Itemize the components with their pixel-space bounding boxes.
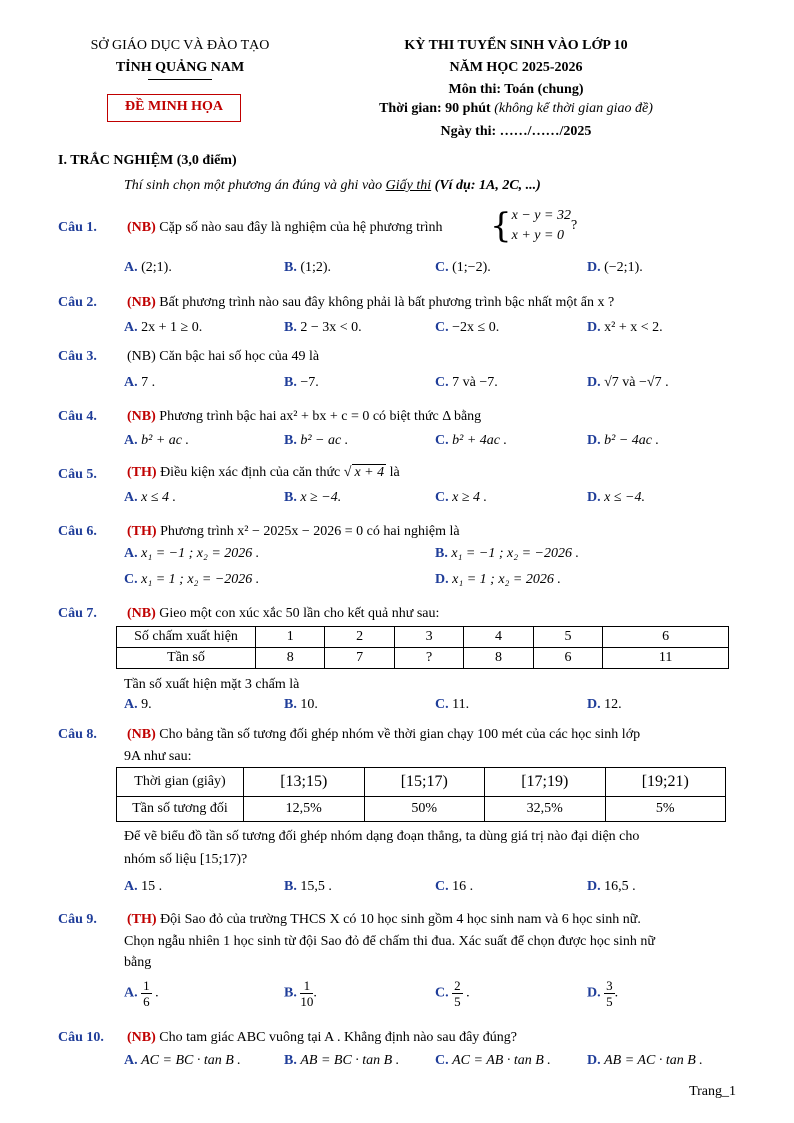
page-number: Trang_1	[689, 1084, 736, 1099]
q7-frequency-table	[116, 626, 729, 669]
q8-option-b[interactable]: B. 15,5 .	[284, 879, 332, 894]
q8-header-cell: Thời gian (giây)	[117, 768, 244, 797]
q7-option-d[interactable]: D. 12.	[587, 697, 622, 712]
q8-text-cont: 9A như sau:	[124, 749, 192, 764]
q8-data-cell: 12,5%	[244, 797, 365, 822]
q7-option-c[interactable]: C. 11.	[435, 697, 470, 712]
q4-option-d[interactable]: D. b² − 4ac .	[587, 433, 659, 448]
q8-option-a[interactable]: A. 15 .	[124, 879, 163, 894]
q7-option-b[interactable]: B. 10.	[284, 697, 318, 712]
q4-number: Câu 4.	[58, 409, 97, 424]
q4-option-c[interactable]: C. b² + 4ac .	[435, 433, 507, 448]
q7-text: (NB) Gieo một con xúc xắc 50 lần cho kết quả như sau:	[127, 606, 440, 621]
q3-option-d[interactable]: D. √7 và −√7 .	[587, 375, 669, 390]
q5-option-d[interactable]: D. x ≤ −4.	[587, 490, 645, 505]
q5-number: Câu 5.	[58, 467, 97, 482]
q7-data-cell: 8	[464, 648, 533, 669]
q5-option-c[interactable]: C. x ≥ 4 .	[435, 490, 488, 505]
q2-text: (NB) Bất phương trình nào sau đây không phải là bất phương trình bậc nhất một ẩn x ?	[127, 295, 615, 310]
q1-option-b[interactable]: B. (1;2).	[284, 260, 332, 275]
q7-data-cell: Tần số	[117, 648, 256, 669]
q7-number: Câu 7.	[58, 606, 97, 621]
q10-option-c[interactable]: C. AC = AB · tan B .	[435, 1053, 551, 1068]
q7-header-cell: 6	[603, 627, 729, 648]
q1-option-a[interactable]: A. (2;1).	[124, 260, 172, 275]
q1-eq1: x − y = 32	[511, 208, 571, 223]
q2-option-c[interactable]: C. −2x ≤ 0.	[435, 320, 500, 335]
q7-data-cell: ?	[394, 648, 463, 669]
q2-number: Câu 2.	[58, 295, 97, 310]
time-label: Thời gian: 90 phút	[379, 101, 491, 116]
q7-header-cell: 5	[533, 627, 602, 648]
q1-number: Câu 1.	[58, 220, 97, 235]
q8-text: (NB) Cho bảng tần số tương đối ghép nhóm về thời gian chạy 100 mét của các học sinh lớp	[127, 727, 641, 742]
q7-header-cell: 4	[464, 627, 533, 648]
q10-text: (NB) Cho tam giác ABC vuông tại A . Khẳng định nào sau đây đúng?	[127, 1030, 518, 1045]
q8-question: Để vẽ biểu đồ tần số tương đối ghép nhóm dạng đoạn thẳng, ta dùng giá trị nào đại diện cho	[124, 829, 640, 844]
q3-option-c[interactable]: C. 7 và −7.	[435, 375, 498, 390]
q9-text: (TH) Đội Sao đỏ của trường THCS X có 10 học sinh gồm 4 học sinh nam và 6 học sinh nữ.	[127, 912, 641, 927]
q10-option-a[interactable]: A. AC = BC · tan B .	[124, 1053, 241, 1068]
q7-data-cell: 11	[603, 648, 729, 669]
q8-header-cell: [13;15)	[244, 768, 365, 797]
q2-option-a[interactable]: A. 2x + 1 ≥ 0.	[124, 320, 203, 335]
instruction-text: Thí sinh chọn một phương án đúng và ghi vào	[124, 178, 386, 193]
q6-option-c[interactable]: C. x₁ = 1 ; x₂ = −2026 .	[124, 572, 260, 587]
q1-text	[127, 220, 443, 236]
q7-header-cell: 3	[394, 627, 463, 648]
draft-badge: ĐỀ MINH HỌA	[125, 99, 223, 114]
q10-option-b[interactable]: B. AB = BC · tan B .	[284, 1053, 400, 1068]
q8-header-cell: [19;21)	[605, 768, 726, 797]
q1-option-d[interactable]: D. (−2;1).	[587, 260, 643, 275]
q1-option-c[interactable]: C. (1;−2).	[435, 260, 491, 275]
q3-text: (NB) Căn bậc hai số học của 49 là	[127, 349, 320, 364]
q9-number: Câu 9.	[58, 912, 97, 927]
province-name: TỈNH QUẢNG NAM	[115, 60, 245, 75]
q2-option-d[interactable]: D. x² + x < 2.	[587, 320, 663, 335]
q5-radicand: x + 4	[354, 465, 385, 480]
instruction-example: (Ví dụ: 1A, 2C, ...)	[431, 178, 541, 193]
q3-option-a[interactable]: A. 7 .	[124, 375, 156, 390]
q5-option-b[interactable]: B. x ≥ −4.	[284, 490, 342, 505]
q8-option-c[interactable]: C. 16 .	[435, 879, 474, 894]
q6-text: (TH) Phương trình x² − 2025x − 2026 = 0 có hai nghiệm là	[127, 524, 460, 539]
q7-header-cell: Số chấm xuất hiện	[117, 627, 256, 648]
q1-stem: Cặp số nào sau đây là nghiệm của hệ phương trình	[159, 220, 443, 235]
q9-option-a[interactable]: A. $\frac{1}{6}$ .	[124, 978, 159, 1009]
q8-data-cell: 50%	[364, 797, 485, 822]
time-note: (không kể thời gian giao đề)	[494, 101, 653, 116]
section-instruction	[124, 178, 541, 194]
q4-text: (NB) Phương trình bậc hai ax² + bx + c = 0 có biệt thức Δ bằng	[127, 409, 482, 424]
q8-number: Câu 8.	[58, 727, 97, 742]
school-year: NĂM HỌC 2025-2026	[449, 60, 583, 75]
q7-header-cell: 2	[325, 627, 394, 648]
q3-number: Câu 3.	[58, 349, 97, 364]
q1-level: (NB)	[127, 220, 156, 235]
q8-data-cell: Tần số tương đối	[117, 797, 244, 822]
q6-option-b[interactable]: B. x₁ = −1 ; x₂ = −2026 .	[435, 546, 579, 561]
q8-data-cell: 32,5%	[485, 797, 606, 822]
q6-option-a[interactable]: A. x₁ = −1 ; x₂ = 2026 .	[124, 546, 260, 561]
q9-text-cont2: bằng	[124, 955, 152, 970]
q8-question-cont: nhóm số liệu [15;17)?	[124, 852, 248, 867]
q7-question: Tần số xuất hiện mặt 3 chấm là	[124, 677, 300, 692]
q9-option-b[interactable]: B. $\frac{1}{10}$ .	[284, 978, 317, 1009]
exam-date: Ngày thi: ……/……/2025	[440, 124, 592, 139]
q3-option-b[interactable]: B. −7.	[284, 375, 319, 390]
q9-option-c[interactable]: C. $\frac{2}{5}$ .	[435, 978, 470, 1009]
q1-system: {x − y = 32 x + y = 0?	[490, 206, 578, 246]
q7-data-cell: 6	[533, 648, 602, 669]
q7-header-cell: 1	[256, 627, 325, 648]
instruction-link: Giấy thi	[385, 178, 432, 193]
q8-data-cell: 5%	[605, 797, 726, 822]
q7-option-a[interactable]: A. 9.	[124, 697, 152, 712]
time-line	[360, 101, 672, 117]
q4-option-a[interactable]: A. b² + ac .	[124, 433, 189, 448]
q8-header-cell: [17;19)	[485, 768, 606, 797]
q8-option-d[interactable]: D. 16,5 .	[587, 879, 636, 894]
q8-header-cell: [15;17)	[364, 768, 485, 797]
subject: Môn thi: Toán (chung)	[448, 82, 584, 97]
q9-text-cont: Chọn ngẫu nhiên 1 học sinh từ đội Sao đỏ để chấm thi đua. Xác suất để chọn được học sinh nữ	[124, 934, 655, 949]
q7-data-cell: 8	[256, 648, 325, 669]
department-name: SỞ GIÁO DỤC VÀ ĐÀO TẠO	[90, 38, 270, 53]
q5-text: (TH) Điều kiện xác định của căn thức √ x + 4 là	[127, 465, 400, 480]
q6-option-d[interactable]: D. x₁ = 1 ; x₂ = 2026 .	[435, 572, 561, 587]
q10-option-d[interactable]: D. AB = AC · tan B .	[587, 1053, 703, 1068]
q10-number: Câu 10.	[58, 1030, 104, 1045]
q7-data-cell: 7	[325, 648, 394, 669]
q8-relative-frequency-table	[116, 767, 726, 822]
q4-option-b[interactable]: B. b² − ac .	[284, 433, 349, 448]
section-title: I. TRẮC NGHIỆM (3,0 điểm)	[58, 153, 237, 168]
q1-eq2: x + y = 0	[511, 228, 564, 243]
q6-number: Câu 6.	[58, 524, 97, 539]
q5-option-a[interactable]: A. x ≤ 4 .	[124, 490, 177, 505]
header-divider	[148, 79, 212, 80]
q9-option-d[interactable]: D. $\frac{3}{5}$ .	[587, 978, 619, 1009]
exam-title: KỲ THI TUYỂN SINH VÀO LỚP 10	[404, 38, 628, 53]
q2-option-b[interactable]: B. 2 − 3x < 0.	[284, 320, 362, 335]
q1-tail: ?	[570, 218, 578, 233]
